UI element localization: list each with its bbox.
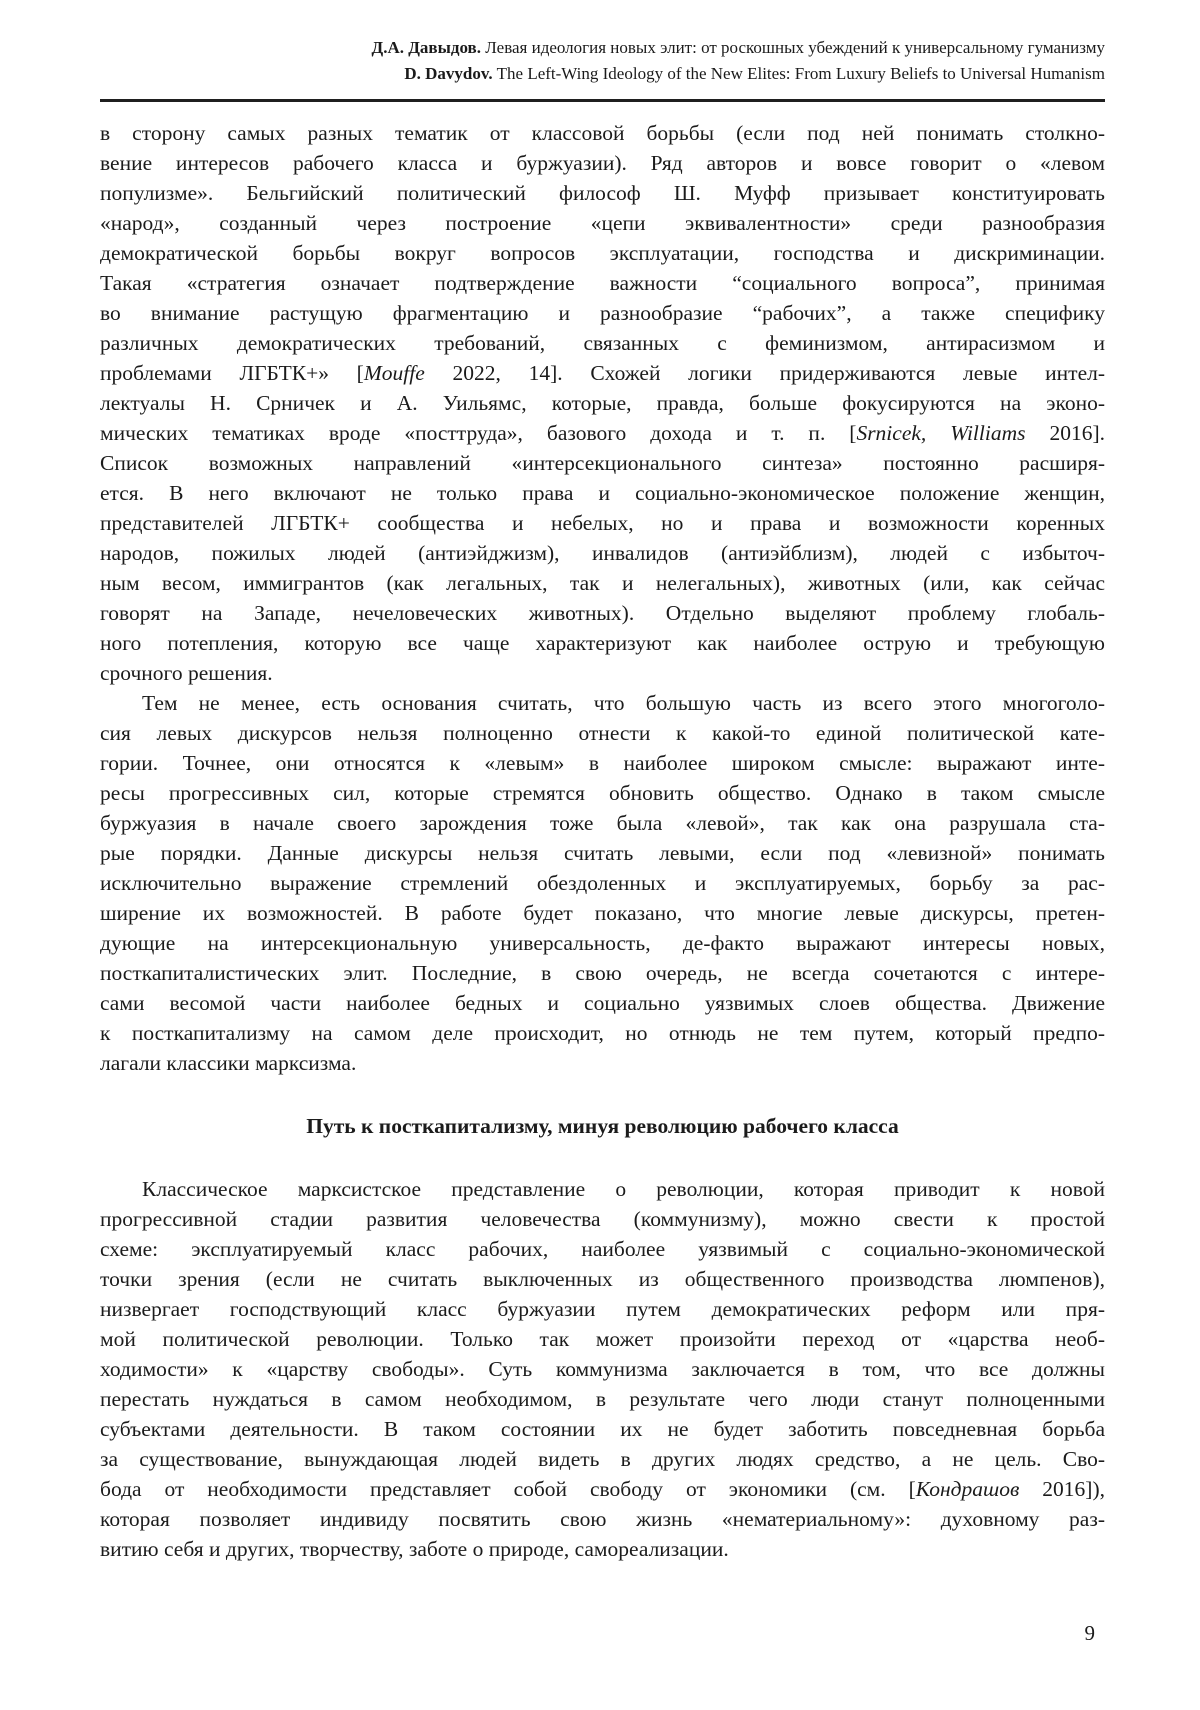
text-line: сия левых дискурсов нельзя полноценно отнести к какой-то единой политической кате-: [100, 721, 1105, 745]
text-line: низвергает господствующий класс буржуазии путем демократических реформ или пря-: [100, 1297, 1105, 1321]
text-line: схеме: эксплуатируемый класс рабочих, наиболее уязвимый с социально-экономической: [100, 1237, 1105, 1261]
text-line: бода от необходимости представляет собой свободу от экономики (см. [Кондрашов 2016]),: [100, 1477, 1105, 1501]
text-line: дующие на интерсекциональную универсальность, де-факто выражают интересы новых,: [100, 931, 1105, 955]
text-line: представителей ЛГБТК+ сообщества и небелых, но и права и возможности коренных: [100, 511, 1105, 535]
text-line: витию себя и других, творчеству, заботе о природе, самореализации.: [100, 1537, 729, 1561]
text-line: ресы прогрессивных сил, которые стремятся обновить общество. Однако в таком смысле: [100, 781, 1105, 805]
text-line: Такая «стратегия означает подтверждение важности “социального вопроса”, принимая: [100, 271, 1105, 295]
text-line: сами весомой части наиболее бедных и социально уязвимых слоев общества. Движение: [100, 991, 1105, 1015]
text-line: лектуалы Н. Срничек и А. Уильямс, которые, правда, больше фокусируются на эконо-: [100, 391, 1105, 415]
text-line: ного потепления, которую все чаще характеризуют как наиболее острую и требующую: [100, 631, 1105, 655]
text-line: вение интересов рабочего класса и буржуазии). Ряд авторов и вовсе говорит о «левом: [100, 151, 1105, 175]
text-line: к посткапитализму на самом деле происходит, но отнюдь не тем путем, который предпо-: [100, 1021, 1105, 1045]
running-head-en: [100, 61, 1105, 87]
text-line: во внимание растущую фрагментацию и разнообразие “рабочих”, а также специфику: [100, 301, 1105, 325]
paragraph: [100, 118, 1105, 688]
running-head-en-author: D. Davydov.: [404, 64, 493, 83]
text-line: посткапиталистических элит. Последние, в свою очередь, не всегда сочетаются с интере-: [100, 961, 1105, 985]
text-line: гории. Точнее, они относятся к «левым» в наиболее широком смысле: выражают инте-: [100, 751, 1105, 775]
text-line: ходимости» к «царству свободы». Суть коммунизма заключается в том, что все должны: [100, 1357, 1105, 1381]
text-line: рые порядки. Данные дискурсы нельзя считать левыми, если под «левизной» понимать: [100, 841, 1105, 865]
text-line: исключительно выражение стремлений обездоленных и эксплуатируемых, борьбу за рас-: [100, 871, 1105, 895]
article-body: [100, 118, 1105, 1564]
text-line: прогрессивной стадии развития человечества (коммунизму), можно свести к простой: [100, 1207, 1105, 1231]
text-line: в сторону самых разных тематик от классовой борьбы (если под ней понимать столкно-: [100, 121, 1105, 145]
text-line: говорят на Западе, нечеловеческих животных). Отдельно выделяют проблему глобаль-: [100, 601, 1105, 625]
running-head-ru-author: Д.А. Давыдов.: [371, 38, 481, 57]
text-line: народов, пожилых людей (антиэйджизм), инвалидов (антиэйблизм), людей с избыточ-: [100, 541, 1105, 565]
text-line: точки зрения (если не считать выключенных из общественного производства люмпенов),: [100, 1267, 1105, 1291]
text-line: ется. В него включают не только права и социально-экономическое положение женщин,: [100, 481, 1105, 505]
text-line: которая позволяет индивиду посвятить свою жизнь «нематериальному»: духовному раз-: [100, 1507, 1105, 1531]
text-line: демократической борьбы вокруг вопросов эксплуатации, господства и дискриминации.: [100, 241, 1105, 265]
section-heading: Путь к посткапитализму, минуя революцию рабочего класса: [306, 1114, 899, 1138]
paragraph: [100, 1174, 1105, 1564]
text-line: ширение их возможностей. В работе будет показано, что многие левые дискурсы, претен-: [100, 901, 1105, 925]
running-head: [0, 0, 1200, 87]
text-line: срочного решения.: [100, 661, 273, 685]
running-head-en-title: The Left-Wing Ideology of the New Elites: From Luxury Beliefs to Universal Humanism: [496, 64, 1105, 83]
header-rule: [100, 99, 1105, 102]
text-line: Список возможных направлений «интерсекционального синтеза» постоянно расширя-: [100, 451, 1105, 475]
text-line: популизме». Бельгийский политический философ Ш. Муфф призывает конституировать: [100, 181, 1105, 205]
text-line: проблемами ЛГБТК+» [Mouffe 2022, 14]. Схожей логики придерживаются левые интел-: [100, 361, 1105, 385]
text-line: различных демократических требований, связанных с феминизмом, антирасизмом и: [100, 331, 1105, 355]
text-line: Тем не менее, есть основания считать, что большую часть из всего этого многоголо-: [142, 691, 1105, 715]
text-line: лагали классики марксизма.: [100, 1051, 357, 1075]
running-head-ru: [100, 35, 1105, 61]
page-number: 9: [1084, 1621, 1095, 1645]
text-line: Классическое марксистское представление о революции, которая приводит к новой: [142, 1177, 1105, 1201]
text-line: субъектами деятельности. В таком состоянии их не будет заботить повседневная борьба: [100, 1417, 1105, 1441]
running-head-ru-title: Левая идеология новых элит: от роскошных убеждений к универсальному гуманизму: [485, 38, 1105, 57]
text-line: мой политической революции. Только так может произойти переход от «царства необ-: [100, 1327, 1105, 1351]
text-line: за существование, вынуждающая людей видеть в других людях средство, а не цель. Сво-: [100, 1447, 1105, 1471]
text-line: перестать нуждаться в самом необходимом, в результате чего люди станут полноценными: [100, 1387, 1105, 1411]
text-line: «народ», созданный через построение «цепи эквивалентности» среди разнообразия: [100, 211, 1105, 235]
text-line: мических тематиках вроде «посттруда», базового дохода и т. п. [Srnicek, Williams 2016].: [100, 421, 1105, 445]
text-line: ным весом, иммигрантов (как легальных, так и нелегальных), животных (или, как сейчас: [100, 571, 1105, 595]
text-line: буржуазия в начале своего зарождения тоже была «левой», так как она разрушала ста-: [100, 811, 1105, 835]
paragraph: [100, 688, 1105, 1078]
